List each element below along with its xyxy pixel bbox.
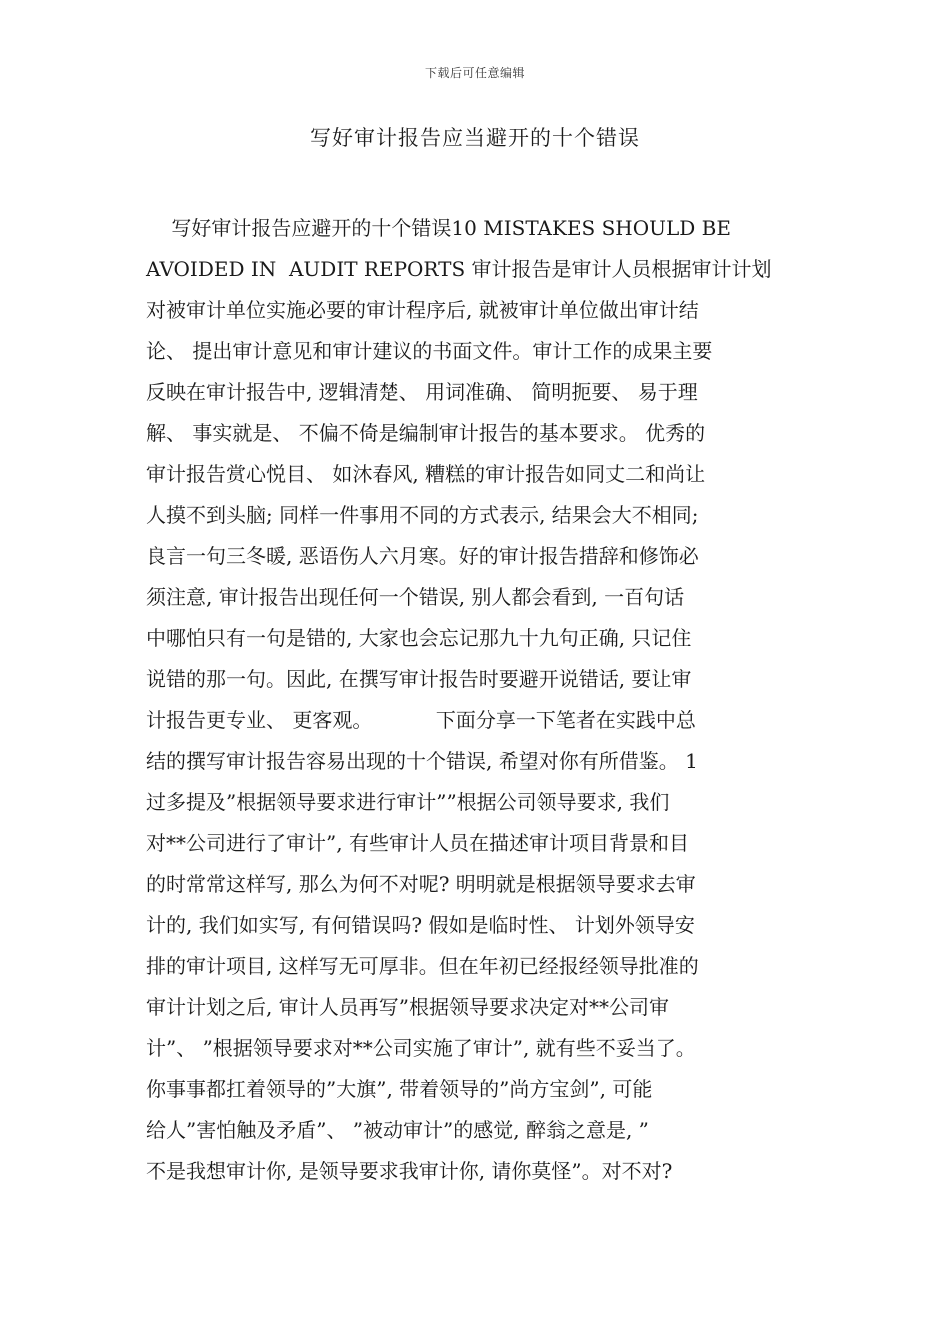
body-line: 计”、 ”根据领导要求对**公司实施了审计”, 就有些不妥当了。 <box>146 1036 696 1060</box>
body-line: 计报告更专业、 更客观。 下面分享一下笔者在实践中总 <box>146 708 696 732</box>
body-line: 结的撰写审计报告容易出现的十个错误, 希望对你有所借鉴。 1 <box>146 749 698 773</box>
body-line: 论、 提出审计意见和审计建议的书面文件。审计工作的成果主要 <box>146 339 713 363</box>
document-title: 写好审计报告应当避开的十个错误 <box>310 126 640 150</box>
body-line: 过多提及”根据领导要求进行审计””根据公司领导要求, 我们 <box>146 790 670 814</box>
body-line: 审计计划之后, 审计人员再写”根据领导要求决定对**公司审 <box>146 995 669 1019</box>
body-line: 计的, 我们如实写, 有何错误吗? 假如是临时性、 计划外领导安 <box>146 913 695 937</box>
body-line: AVOIDED IN AUDIT REPORTS 审计报告是审计人员根据审计计划 <box>146 257 772 281</box>
body-line: 说错的那一句。因此, 在撰写审计报告时要避开说错话, 要让审 <box>146 667 692 691</box>
body-line: 的时常常这样写, 那么为何不对呢? 明明就是根据领导要求去审 <box>146 872 696 896</box>
body-line: 对**公司进行了审计”, 有些审计人员在描述审计项目背景和目 <box>146 831 689 855</box>
body-line: 对被审计单位实施必要的审计程序后, 就被审计单位做出审计结 <box>146 298 699 322</box>
body-line: 须注意, 审计报告出现任何一个错误, 别人都会看到, 一百句话 <box>146 585 685 609</box>
body-line: 给人”害怕触及矛盾”、 ”被动审计”的感觉, 醉翁之意是, ” <box>146 1118 649 1142</box>
body-line: 中哪怕只有一句是错的, 大家也会忘记那九十九句正确, 只记住 <box>146 626 692 650</box>
body-line: 解、 事实就是、 不偏不倚是编制审计报告的基本要求。 优秀的 <box>146 421 706 445</box>
body-line: 人摸不到头脑; 同样一件事用不同的方式表示, 结果会大不相同; <box>146 503 699 527</box>
body-line: 审计报告赏心悦目、 如沐春风, 糟糕的审计报告如同丈二和尚让 <box>146 462 706 486</box>
header-note: 下载后可任意编辑 <box>424 66 525 80</box>
body-line: 你事事都扛着领导的”大旗”, 带着领导的”尚方宝剑”, 可能 <box>146 1077 653 1101</box>
body-line: 反映在审计报告中, 逻辑清楚、 用词准确、 简明扼要、 易于理 <box>146 380 698 404</box>
body-line: 良言一句三冬暖, 恶语伤人六月寒。好的审计报告措辞和修饰必 <box>146 544 699 568</box>
body-line: 不是我想审计你, 是领导要求我审计你, 请你莫怪”。对不对? <box>146 1159 673 1183</box>
body-text <box>146 208 826 1192</box>
body-line: 写好审计报告应避开的十个错误10 MISTAKES SHOULD BE <box>146 216 731 240</box>
body-line: 排的审计项目, 这样写无可厚非。但在年初已经报经领导批准的 <box>146 954 699 978</box>
